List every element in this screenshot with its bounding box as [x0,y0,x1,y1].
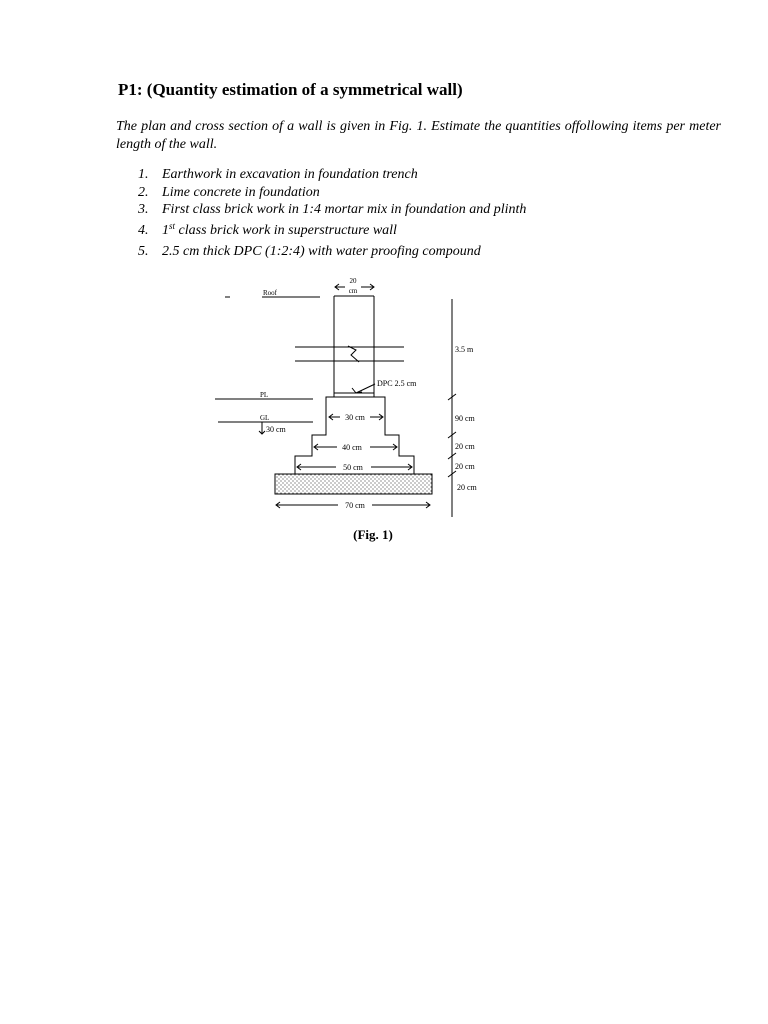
foundation-outline [374,397,414,474]
list-item-text: First class brick work in 1:4 mortar mix in foundation and plinth [162,202,527,217]
ground-level-label: GL [260,414,270,422]
wall-width-unit: cm [348,287,358,295]
step3-width-label: 50 cm [343,463,363,472]
dpc-label: DPC 2.5 cm [377,379,417,388]
gl-depth-label: 30 cm [266,425,286,434]
dpc-leader [356,384,375,393]
foundation-outline [295,397,334,474]
list-item-number: 3. [138,202,149,217]
list-item-number: 5. [138,243,149,259]
list-item-text: Earthwork in excavation in foundation trench [162,167,418,182]
plinth-height-label: 90 cm [455,414,475,423]
list-item-number: 2. [138,184,149,200]
step1-width-label: 30 cm [345,413,365,422]
plinth-level-label: PL [260,391,269,399]
list-item-number: 4. [138,222,149,238]
base-width-label: 70 cm [345,501,365,510]
problem-title: P1: (Quantity estimation of a symmetrical wall) [118,80,463,99]
list-item-text: Lime concrete in foundation [162,184,320,200]
problem-intro: The plan and cross section of a wall is given in Fig. 1. Estimate the quantities offollowing items per meter length of the wall. [116,119,721,152]
ordinal-suffix: st [169,220,176,231]
wall-height-label: 3.5 m [455,345,474,354]
base-height-label: 20 cm [457,483,477,492]
step2-width-label: 40 cm [342,443,362,452]
list-item-text-rest: class brick work in superstructure wall [175,222,397,238]
step3-height-label: 20 cm [455,462,475,471]
wall-width-label: 20 [349,277,357,285]
list-item-number: 1. [138,167,149,182]
roof-label: Roof [263,289,277,297]
list-item-text: 2.5 cm thick DPC (1:2:4) with water proofing compound [162,243,481,259]
figure-caption: (Fig. 1) [353,527,393,542]
break-symbol [348,346,359,362]
ordinal-number: 1 [162,222,169,238]
step2-height-label: 20 cm [455,442,475,451]
lime-concrete-base [275,474,432,494]
